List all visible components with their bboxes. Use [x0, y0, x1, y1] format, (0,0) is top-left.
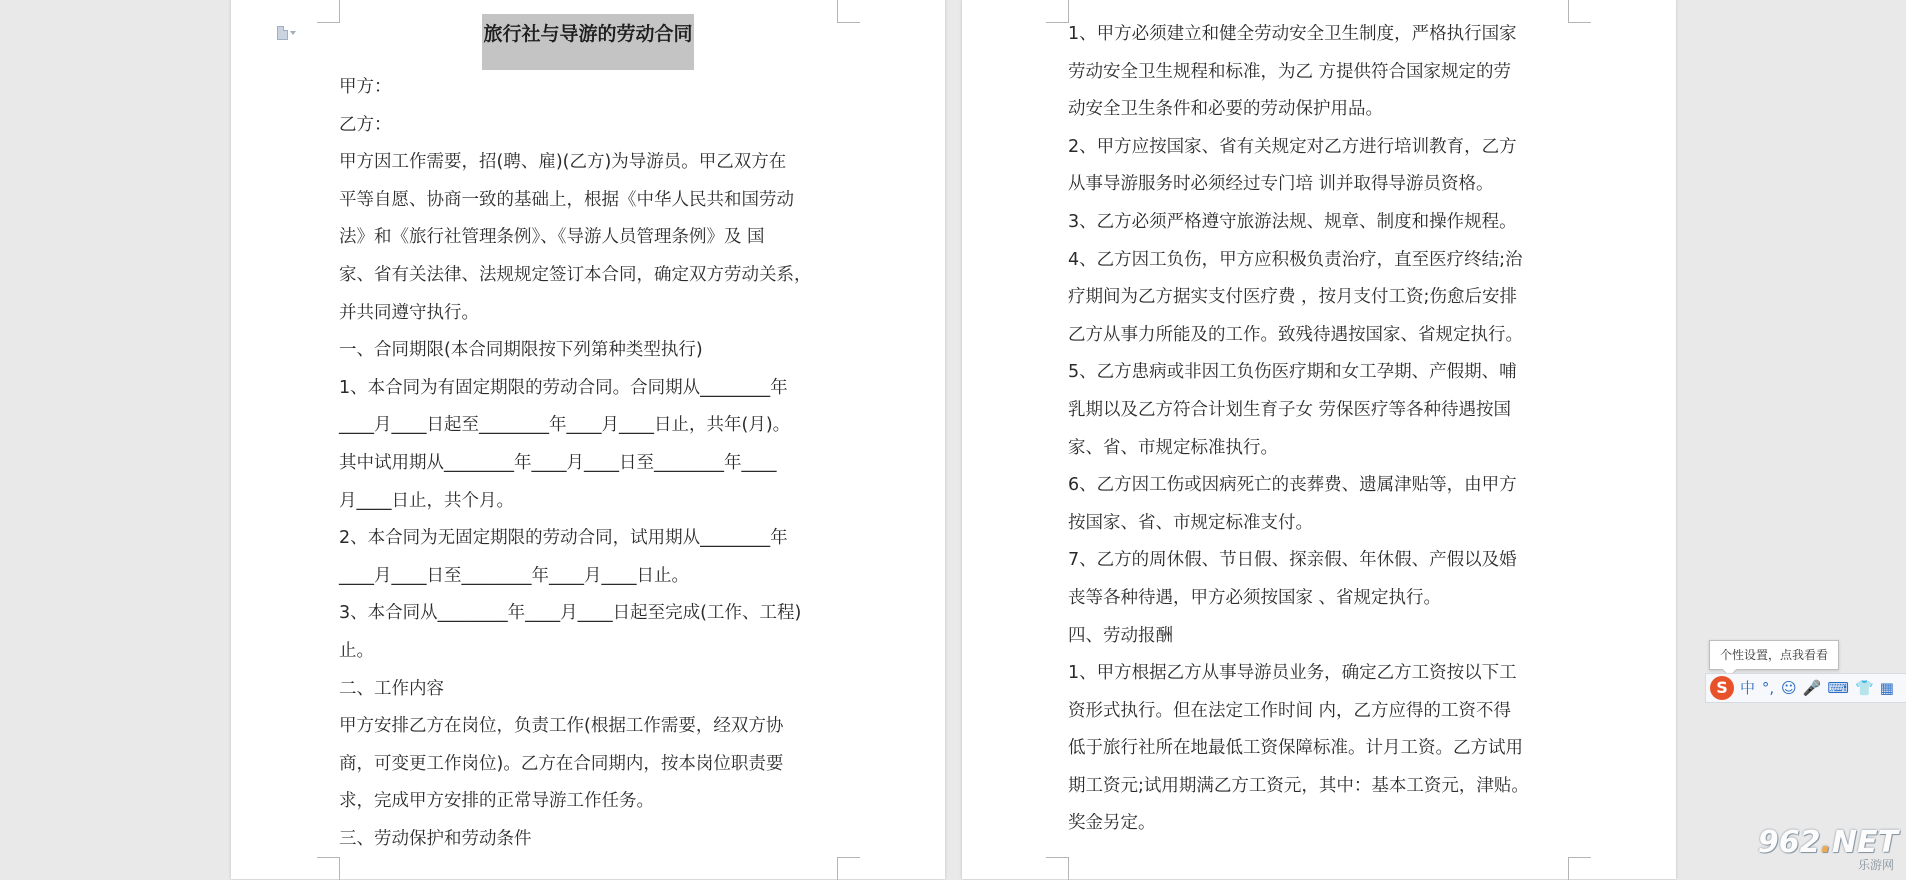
text-line: 家、省有关法律、法规规定签订本合同，确定双方劳动关系，	[339, 264, 812, 285]
text-line: 2、本合同为无固定期限的劳动合同，试用期从________年	[339, 528, 788, 549]
section-heading: 四、劳动报酬	[1068, 625, 1173, 646]
text-line: 资形式执行。但在法定工作时间 内，乙方应得的工资不得	[1068, 700, 1512, 721]
text-line: 止。	[339, 640, 374, 661]
text-line: 乳期以及乙方符合计划生育子女 劳保医疗等各种待遇按国	[1068, 399, 1512, 420]
section-heading: 一、合同期限(本合同期限按下列第种类型执行)	[339, 340, 703, 361]
document-page-right[interactable]	[962, 0, 1676, 879]
text-line: 动安全卫生条件和必要的劳动保护用品。	[1068, 99, 1383, 120]
text-line: 甲方安排乙方在岗位，负责工作(根据工作需要，经双方协	[339, 716, 784, 737]
text-line: 2、甲方应按国家、省有关规定对乙方进行培训教育，乙方	[1068, 136, 1517, 157]
watermark-dot: .	[1820, 825, 1832, 860]
watermark-suffix: NET	[1831, 825, 1898, 860]
margin-corner-bottom-right	[837, 857, 860, 880]
text-line: 3、乙方必须严格遵守旅游法规、规章、制度和操作规程。	[1068, 211, 1517, 232]
text-line: 平等自愿、协商一致的基础上，根据《中华人民共和国劳动	[339, 189, 794, 210]
text-line: 乙方从事力所能及的工作。致残待遇按国家、省规定执行。	[1068, 324, 1523, 345]
margin-corner-bottom-left	[1046, 857, 1069, 880]
text-line: 低于旅行社所在地最低工资保障标准。计月工资。乙方试用	[1068, 738, 1523, 759]
text-line: 劳动安全卫生规程和标准，为乙 方提供符合国家规定的劳	[1068, 61, 1512, 82]
left-page-body[interactable]	[339, 69, 859, 858]
text-line: 1、甲方必须建立和健全劳动安全卫生制度，严格执行国家	[1068, 24, 1517, 44]
margin-corner-bottom-right	[1568, 857, 1591, 880]
text-line: 奖金另定。	[1068, 813, 1156, 834]
text-line: 5、乙方患病或非因工负伤医疗期和女工孕期、产假期、哺	[1068, 362, 1517, 383]
watermark-digits: 962	[1757, 825, 1821, 860]
text-line: 乙方：	[339, 114, 392, 135]
text-line: 3、本合同从________年____月____日起至完成(工作、工程)	[339, 603, 802, 624]
site-watermark	[1757, 825, 1898, 874]
section-heading: 三、劳动保护和劳动条件	[339, 828, 532, 849]
text-line: 按国家、省、市规定标准支付。	[1068, 512, 1313, 533]
sogou-logo-icon[interactable]: S	[1710, 676, 1734, 700]
text-line: 疗期间为乙方据实支付医疗费 ，按月支付工资;伤愈后安排	[1068, 287, 1517, 308]
watermark-logo	[1757, 825, 1898, 860]
document-icon[interactable]	[277, 24, 301, 42]
text-line: 求，完成甲方安排的正常导游工作任务。	[339, 791, 654, 812]
ime-punctuation-toggle[interactable]: °,	[1761, 679, 1775, 697]
text-line: ____月____日至________年____月____日止。	[339, 565, 689, 586]
text-line: 1、甲方根据乙方从事导游员业务，确定乙方工资按以下工	[1068, 663, 1517, 684]
section-heading: 二、工作内容	[339, 678, 444, 699]
text-line: 商，可变更工作岗位)。乙方在合同期内，按本岗位职责要	[339, 753, 784, 774]
ime-tooltip: 个性设置，点我看看	[1709, 640, 1839, 670]
grid-icon[interactable]: ▦	[1879, 679, 1894, 697]
keyboard-icon[interactable]: ⌨	[1827, 679, 1849, 697]
text-line: 法》和《旅行社管理条例》、《导游人员管理条例》及 国	[339, 227, 765, 248]
text-line: 甲方：	[339, 77, 392, 97]
text-line: 4、乙方因工负伤，甲方应积极负责治疗，直至医疗终结;治	[1068, 249, 1523, 270]
chevron-down-icon	[290, 31, 296, 35]
margin-corner-bottom-left	[317, 857, 340, 880]
watermark-subtitle: 乐游网	[1857, 858, 1894, 872]
text-line: 并共同遵守执行。	[339, 302, 479, 323]
text-line: ____月____日起至________年____月____日止，共年(月)。	[339, 415, 791, 436]
page-sheet-icon	[277, 26, 288, 40]
text-line: 7、乙方的周休假、节日假、探亲假、年休假、产假以及婚	[1068, 550, 1517, 571]
text-line: 家、省、市规定标准执行。	[1068, 437, 1278, 458]
text-line: 其中试用期从________年____月____日至________年____	[339, 452, 777, 473]
right-page-body[interactable]	[1068, 16, 1594, 843]
text-line: 从事导游服务时必须经过专门培 训并取得导游员资格。	[1068, 174, 1494, 195]
microphone-icon[interactable]: 🎤	[1802, 679, 1822, 697]
ime-toolbar[interactable]	[1705, 673, 1906, 703]
document-title[interactable]: 旅行社与导游的劳动合同	[482, 14, 694, 70]
text-line: 月____日止，共个月。	[339, 490, 514, 511]
text-line: 丧等各种待遇，甲方必须按国家 、省规定执行。	[1068, 587, 1442, 608]
text-line: 6、乙方因工伤或因病死亡的丧葬费、遗属津贴等，由甲方	[1068, 475, 1517, 496]
shirt-icon[interactable]: 👕	[1855, 679, 1874, 697]
margin-corner-top-right	[837, 0, 860, 23]
document-page-left[interactable]	[231, 0, 945, 879]
margin-corner-top-left	[1046, 0, 1069, 23]
text-line: 期工资元;试用期满乙方工资元，其中：基本工资元，津贴。	[1068, 775, 1529, 796]
text-line: 1、本合同为有固定期限的劳动合同。合同期从________年	[339, 377, 788, 398]
emoji-icon[interactable]: ☺	[1781, 679, 1797, 697]
text-line: 甲方因工作需要，招(聘、雇)(乙方)为导游员。甲乙双方在	[339, 152, 787, 173]
ime-language-toggle[interactable]: 中	[1740, 679, 1756, 697]
margin-corner-top-left	[317, 0, 340, 23]
